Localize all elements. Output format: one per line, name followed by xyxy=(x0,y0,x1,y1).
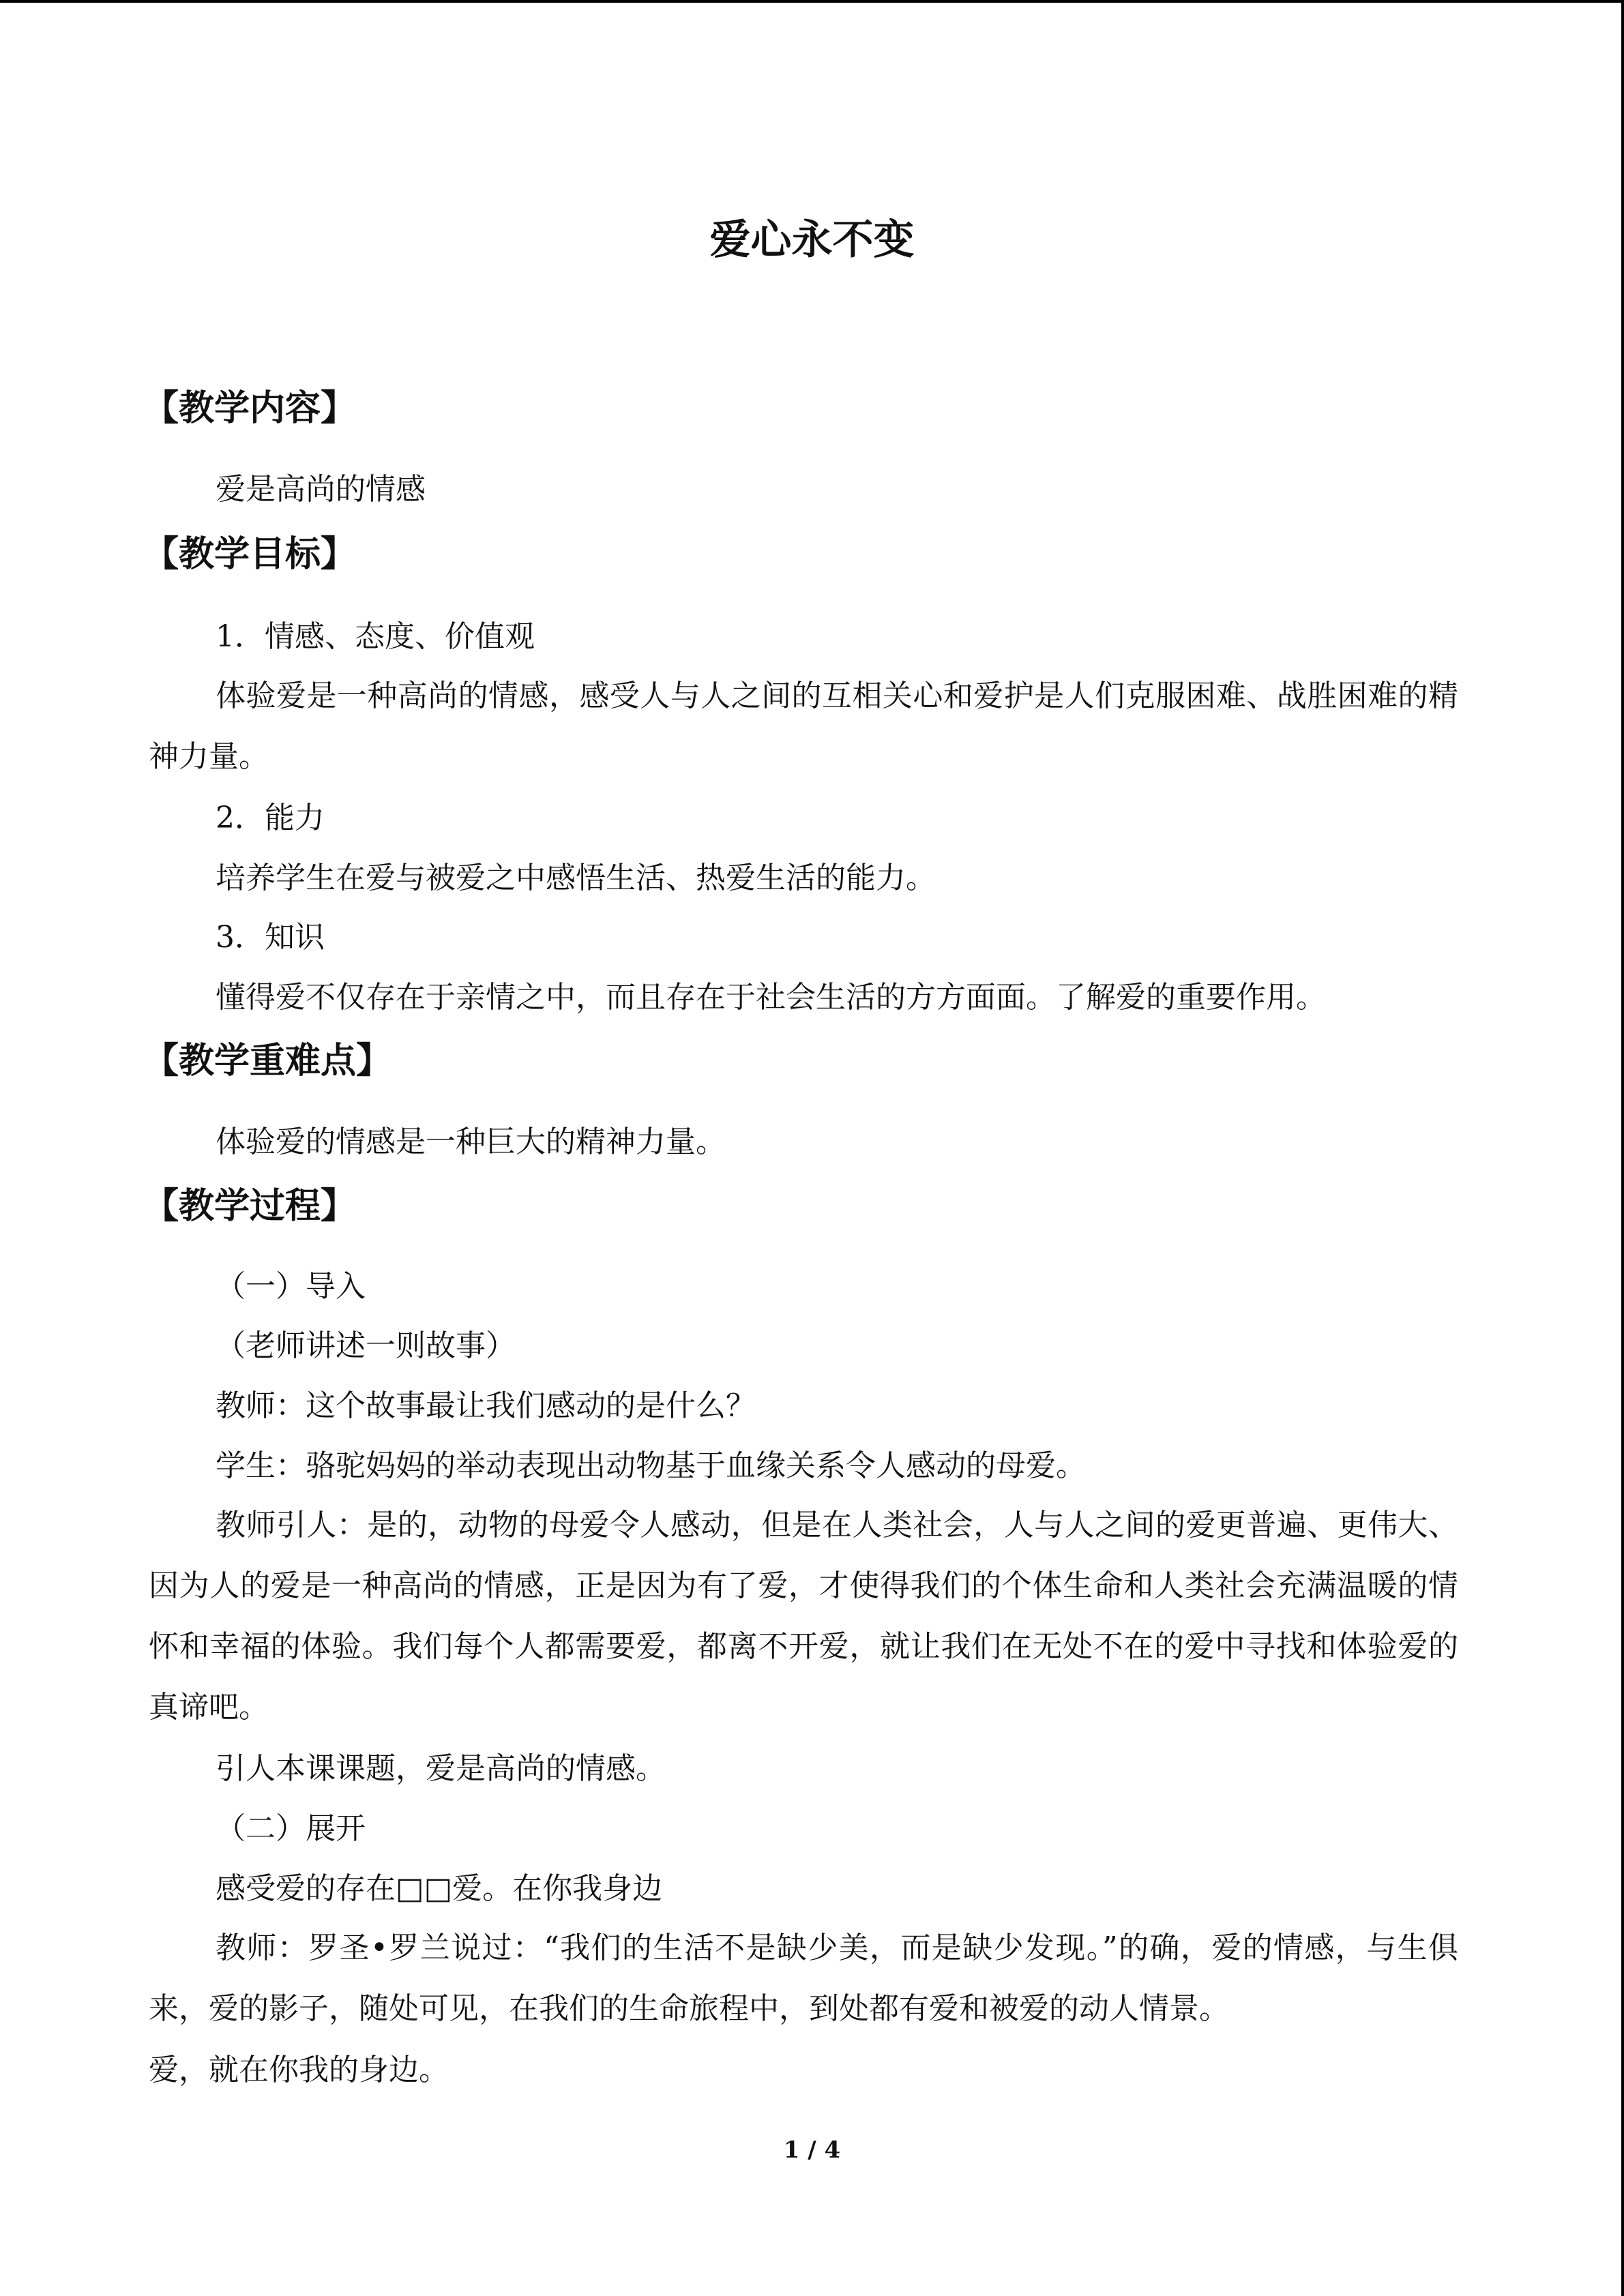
document-title: 爱心永不变 xyxy=(709,216,915,264)
goal-item-2-text: 培养学生在爱与被爱之中感悟生活、热爱生活的能力。 xyxy=(216,861,936,895)
goal-item-1-label: 1．情感、态度、价值观 xyxy=(216,619,535,654)
content-text: 爱是高尚的情感 xyxy=(216,472,426,507)
key-points-text: 体验爱的情感是一种巨大的精神力量。 xyxy=(216,1124,726,1159)
right-border xyxy=(1621,0,1624,2296)
goal-item-1-text: 体验爱是一种高尚的情感，感受人与人之间的互相关心和爱护是人们克服困难、战胜困难的精神力量。 xyxy=(149,679,1458,774)
page-number: 1 / 4 xyxy=(783,2136,841,2164)
student-answer: 学生：骆驼妈妈的举动表现出动物基于血缘关系令人感动的母爱。 xyxy=(216,1448,1086,1483)
heading-teaching-content: 【教学内容】 xyxy=(143,388,357,429)
teacher-question: 教师：这个故事最让我们感动的是什么？ xyxy=(216,1388,756,1423)
goal-item-3-label: 3．知识 xyxy=(216,920,325,955)
goal-item-2-label: 2．能力 xyxy=(216,801,325,835)
love-nearby-line: 爱，就在你我的身边。 xyxy=(149,2053,449,2087)
lead-topic: 引人本课课题，爱是高尚的情感。 xyxy=(216,1751,666,1786)
heading-key-points: 【教学重难点】 xyxy=(143,1041,392,1082)
process-step-1: （一）导入 xyxy=(216,1269,366,1304)
top-border xyxy=(0,0,1624,3)
story-note: （老师讲述一则故事） xyxy=(216,1328,516,1363)
feel-love-line: 感受爱的存在□□爱。在你我身边 xyxy=(216,1871,663,1906)
process-step-2: （二）展开 xyxy=(216,1811,366,1846)
teacher-quote-paragraph: 教师：罗圣•罗兰说过：“我们的生活不是缺少美，而是缺少发现。”的确，爱的情感，与生俱来，爱的影子，随处可见，在我们的生命旅程中，到处都有爱和被爱的动人情景。 xyxy=(149,1930,1458,2026)
teacher-intro-paragraph: 教师引人：是的，动物的母爱令人感动，但是在人类社会，人与人之间的爱更普遍、更伟大、因为人的爱是一种高尚的情感，正是因为有了爱，才使得我们的个体生命和人类社会充满温暖的情怀和幸福的体验。我们每个人都需要爱，都离不开爱，就让我们在无处不在的爱中寻找和体验爱的真谛吧。 xyxy=(149,1508,1458,1725)
heading-teaching-process: 【教学过程】 xyxy=(143,1186,357,1227)
heading-teaching-goals: 【教学目标】 xyxy=(143,534,357,575)
goal-item-3-text: 懂得爱不仅存在于亲情之中，而且存在于社会生活的方方面面。了解爱的重要作用。 xyxy=(216,980,1326,1015)
